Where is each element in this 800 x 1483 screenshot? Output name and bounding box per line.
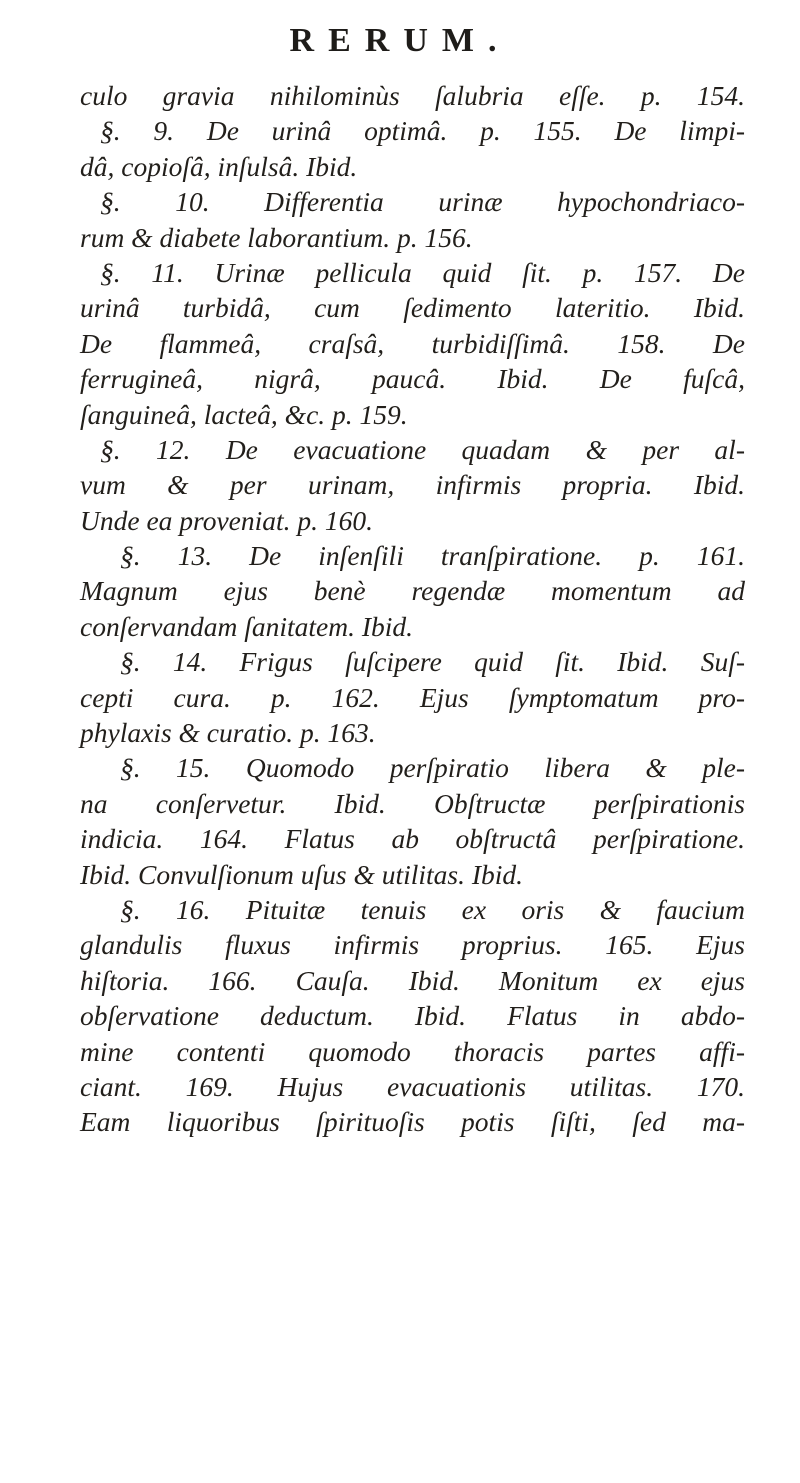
text-line: §. 16. Pituitæ tenuis ex oris & faucium (120, 893, 745, 925)
text-line: §. 10. Differentia urinæ hypochondriaco- (100, 186, 745, 218)
text-line: urinâ turbidâ, cum ſedimento lateritio. Ibid. (80, 292, 745, 324)
text-line: obſervatione deductum. Ibid. Flatus in abdo- (80, 1000, 745, 1032)
text-line: §. 15. Quomodo perſpiratio libera & ple- (120, 752, 745, 784)
text-line: Unde ea proveniat. p. 160. (80, 504, 374, 536)
text-line: dâ, copioſâ, inſulsâ. Ibid. (80, 150, 358, 182)
text-line: hiſtoria. 166. Cauſa. Ibid. Monitum ex ejus (80, 964, 745, 996)
text-line: Ibid. Convulſionum uſus & utilitas. Ibid. (80, 858, 524, 890)
text-line: mine contenti quomodo thoracis partes affi- (80, 1035, 745, 1067)
running-header: RERUM. (289, 22, 511, 59)
text-line: De flammeâ, craſsâ, turbidiſſimâ. 158. De (80, 327, 745, 359)
text-line: §. 11. Urinæ pellicula quid ſit. p. 157. De (100, 256, 745, 288)
text-line: §. 12. De evacuatione quadam & per al- (100, 433, 745, 465)
text-line: indicia. 164. Flatus ab obſtructâ perſpiratione. (80, 823, 745, 855)
text-line: rum & diabete laborantium. p. 156. (80, 221, 473, 253)
text-line: glandulis fluxus infirmis proprius. 165. Ejus (80, 929, 745, 961)
text-line: vum & per urinam, infirmis propria. Ibid. (80, 469, 745, 501)
text-line: ſanguineâ, lacteâ, &c. p. 159. (80, 398, 408, 430)
text-line: Eam liquoribus ſpirituoſis potis ſiſti, ſed ma- (80, 1106, 745, 1138)
text-line: cepti cura. p. 162. Ejus ſymptomatum pro- (80, 681, 745, 713)
text-line: ciant. 169. Hujus evacuationis utilitas. 170. (80, 1070, 745, 1102)
text-line: §. 13. De inſenſili tranſpiratione. p. 161. (120, 540, 745, 572)
text-line: conſervandam ſanitatem. Ibid. (80, 610, 413, 642)
text-line: ferrugineâ, nigrâ, paucâ. Ibid. De fuſcâ, (80, 363, 745, 395)
text-line: Magnum ejus benè regendæ momentum ad (80, 575, 745, 607)
text-line: §. 14. Frigus ſuſcipere quid ſit. Ibid. Suſ- (120, 646, 745, 678)
text-line: na conſervetur. Ibid. Obſtructæ perſpirationis (80, 787, 745, 819)
text-line: §. 9. De urinâ optimâ. p. 155. De limpi- (100, 115, 745, 147)
text-line: culo gravia nihilominùs ſalubria eſſe. p. 154. (80, 80, 745, 111)
index-text (80, 78, 745, 1140)
text-line: phylaxis & curatio. p. 163. (80, 717, 376, 749)
